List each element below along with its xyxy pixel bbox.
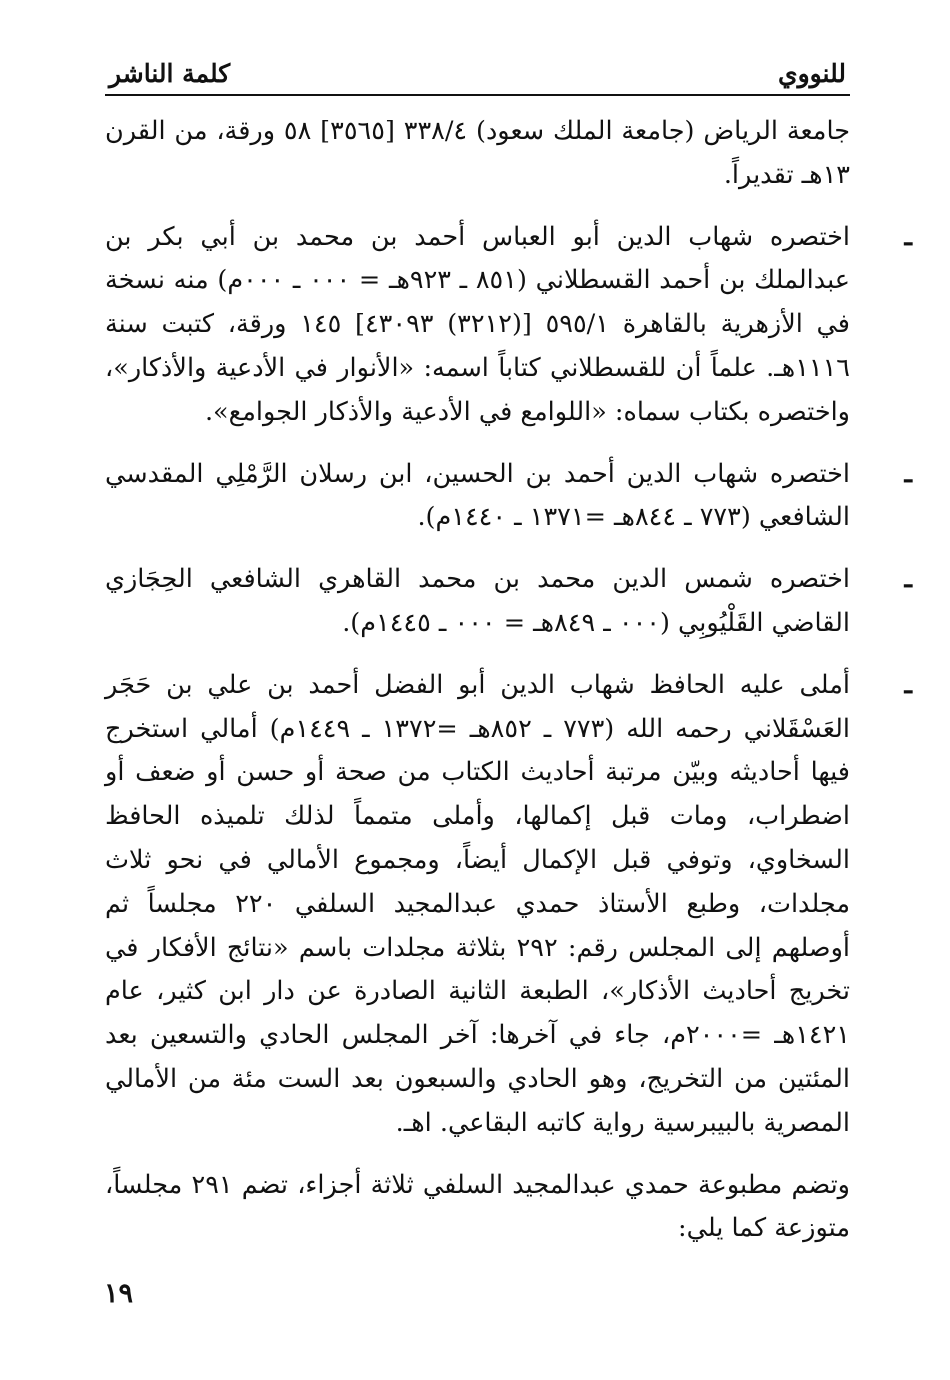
page-number: ١٩ [104,1278,134,1309]
list-dash: ـ [904,458,912,489]
closing-paragraph [105,1164,850,1252]
list-dash: ـ [904,669,912,700]
list-dash: ـ [904,221,912,252]
list-dash: ـ [904,564,912,595]
book-page [105,40,912,1269]
list-item [105,664,912,1146]
list-item [105,453,912,541]
section-title-header: كلمة الناشر [109,59,231,88]
paragraph-text: اختصره شهاب الدين أبو العباس أحمد بن محمد بن أبي بكر بن عبدالملك بن أحمد القسطلاني (٨٥١ ـ ٩٢٣هـ = ٠٠٠ ـ ٠٠٠م) منه نسخة في الأزهرية بالقاهرة ٥٩٥/١ [(٣٢١٢) ٤٣٠٩٣] ١٤٥ ورقة، كتبت سنة ١١١٦هـ. علماً أن للقسطلاني كتاباً اسمه: «الأنوار في الأدعية والأذكار»، واختصره بكتاب سماه: «اللوامع في الأدعية والأذكار الجوامع». [105,221,850,427]
page-body [105,96,912,1251]
paragraph-text: وتضم مطبوعة حمدي عبدالمجيد السلفي ثلاثة أجزاء، تضم ٢٩١ مجلساً، متوزعة كما يلي: [105,1169,850,1244]
list-item [105,216,912,435]
book-title-header: للنووي [778,59,846,88]
paragraph-text: اختصره شمس الدين محمد بن محمد القاهري الشافعي الحِجَازي القاضي القَلْيُوبِي (٠٠٠ ـ ٨٤٩هـ = ٠٠٠ ـ ١٤٤٥م). [105,564,850,638]
paragraph-text: جامعة الرياض (جامعة الملك سعود) ٣٣٨/٤ [٣٥٦٥] ٥٨ ورقة، من القرن ١٣هـ تقديراً. [105,116,850,190]
paragraph-text: أملى عليه الحافظ شهاب الدين أبو الفضل أحمد بن علي بن حَجَر العَسْقَلاني رحمه الله (٧٧٣ ـ ٨٥٢هـ =١٣٧٢ ـ ١٤٤٩م) أمالي استخرج فيها أحاديثه وبيّن مرتبة أحاديث الكتاب من صحة أو حسن أو ضعف أو اضطراب، ومات قبل إكمالها، وأملى متمماً لذلك تلميذه الحافظ السخاوي، وتوفي قبل الإكمال أيضاً، ومجموع الأمالي في نحو ثلاث مجلدات، وطبع الأستاذ حمدي عبدالمجيد السلفي ٢٢٠ مجلساً ثم أوصلهم إلى المجلس رقم: ٢٩٢ بثلاثة مجلدات باسم «نتائج الأفكار في تخريج أحاديث الأذكار»، الطبعة الثانية الصادرة عن دار ابن كثير، عام ١٤٢١هـ =٢٠٠٠م، جاء في آخرها: آخر المجلس الحادي والتسعين بعد المئتين من التخريج، وهو الحادي والسبعون بعد الست مئة من الأمالي المصرية بالبيبرسية رواية كاتبه البقاعي. اهـ. [105,669,851,1138]
running-header [105,40,850,96]
paragraph-text: اختصره شهاب الدين أحمد بن الحسين، ابن رسلان الرَّمْلِي المقدسي الشافعي (٧٧٣ ـ ٨٤٤هـ =١٣٧١ ـ ١٤٤٠م). [105,458,850,533]
paragraph-continuation [105,110,850,198]
list-item [105,558,912,646]
